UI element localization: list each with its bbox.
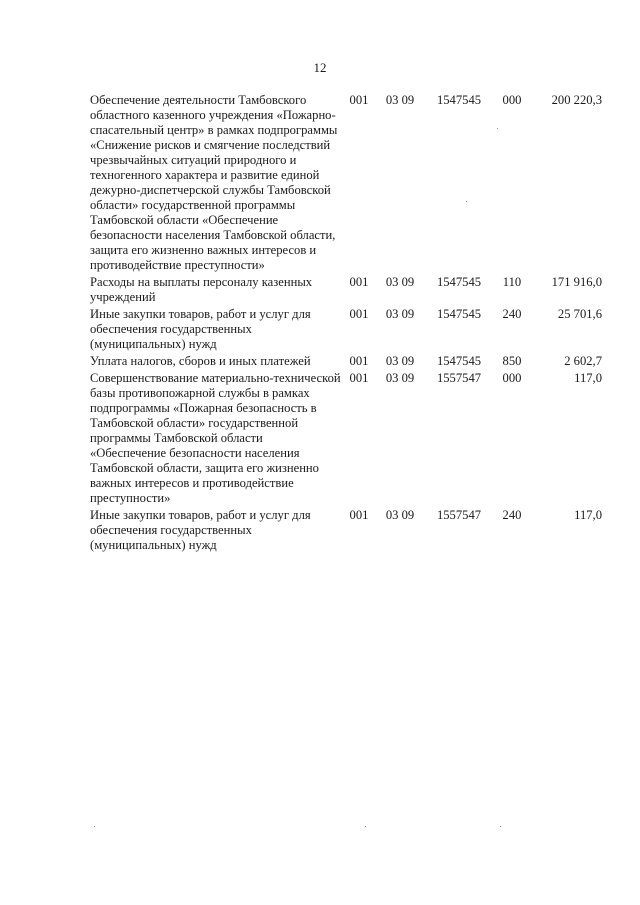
amount: 200 220,3	[551, 93, 602, 107]
table-row	[90, 354, 602, 371]
row-name: Иные закупки товаров, работ и услуг для обеспечения государственных (муниципальных) нужд	[90, 508, 311, 552]
scan-speck	[466, 201, 467, 202]
budget-table	[90, 93, 602, 555]
scan-speck	[94, 826, 95, 827]
ministry-code: 001	[349, 508, 369, 522]
row-name: Обеспечение деятельности Тамбовского областного казенного учреждения «Пожарно-спасательный центр» в рамках подпрограммы «Снижение рисков и смягчение последствий чрезвычайных ситуаций природного и техногенного характера и развитие единой дежурно-диспетчерской службы Тамбовской области» государственной программы Тамбовской области «Обеспечение безопасности населения Тамбовской области, защита его жизненно важных интересов и противодействие преступности»	[90, 93, 338, 272]
expense-type-code: 240	[502, 508, 522, 522]
row-name: Совершенствование материально-технической базы противопожарной службы в рамках подпрограммы «Пожарная безопасность в Тамбовской области» государственной программы Тамбовской области «Обеспечение безопасности населения Тамбовской области, защита его жизненно важных интересов и противодействие преступности»	[90, 371, 341, 505]
scan-speck	[500, 826, 501, 827]
ministry-code: 001	[349, 307, 369, 321]
table-row	[90, 93, 602, 275]
section-code: 03 09	[385, 275, 415, 289]
section-code: 03 09	[385, 508, 415, 522]
row-name: Расходы на выплаты персоналу казенных учреждений	[90, 275, 313, 304]
section-code: 03 09	[385, 307, 415, 321]
row-name: Иные закупки товаров, работ и услуг для обеспечения государственных (муниципальных) нужд	[90, 307, 311, 351]
expense-type-code: 240	[502, 307, 522, 321]
ministry-code: 001	[349, 354, 369, 368]
expense-type-code: 850	[502, 354, 522, 368]
target-code: 1557547	[436, 508, 482, 522]
section-code: 03 09	[385, 354, 415, 368]
amount: 2 602,7	[564, 354, 602, 368]
table-row	[90, 307, 602, 354]
ministry-code: 001	[349, 93, 369, 107]
amount: 171 916,0	[551, 275, 602, 289]
target-code: 1547545	[436, 93, 482, 107]
table-row	[90, 275, 602, 307]
expense-type-code: 000	[502, 371, 522, 385]
scan-speck	[365, 826, 366, 827]
target-code: 1547545	[436, 275, 482, 289]
ministry-code: 001	[349, 371, 369, 385]
amount: 25 701,6	[557, 307, 602, 321]
amount: 117,0	[574, 371, 602, 385]
ministry-code: 001	[349, 275, 369, 289]
scan-speck	[497, 128, 498, 129]
page-number: 12	[313, 60, 327, 75]
target-code: 1547545	[436, 354, 482, 368]
section-code: 03 09	[385, 371, 415, 385]
expense-type-code: 110	[502, 275, 522, 289]
expense-type-code: 000	[502, 93, 522, 107]
table-row	[90, 371, 602, 508]
row-name: Уплата налогов, сборов и иных платежей	[90, 354, 311, 368]
amount: 117,0	[574, 508, 602, 522]
target-code: 1557547	[436, 371, 482, 385]
target-code: 1547545	[436, 307, 482, 321]
table-row	[90, 508, 602, 555]
section-code: 03 09	[385, 93, 415, 107]
